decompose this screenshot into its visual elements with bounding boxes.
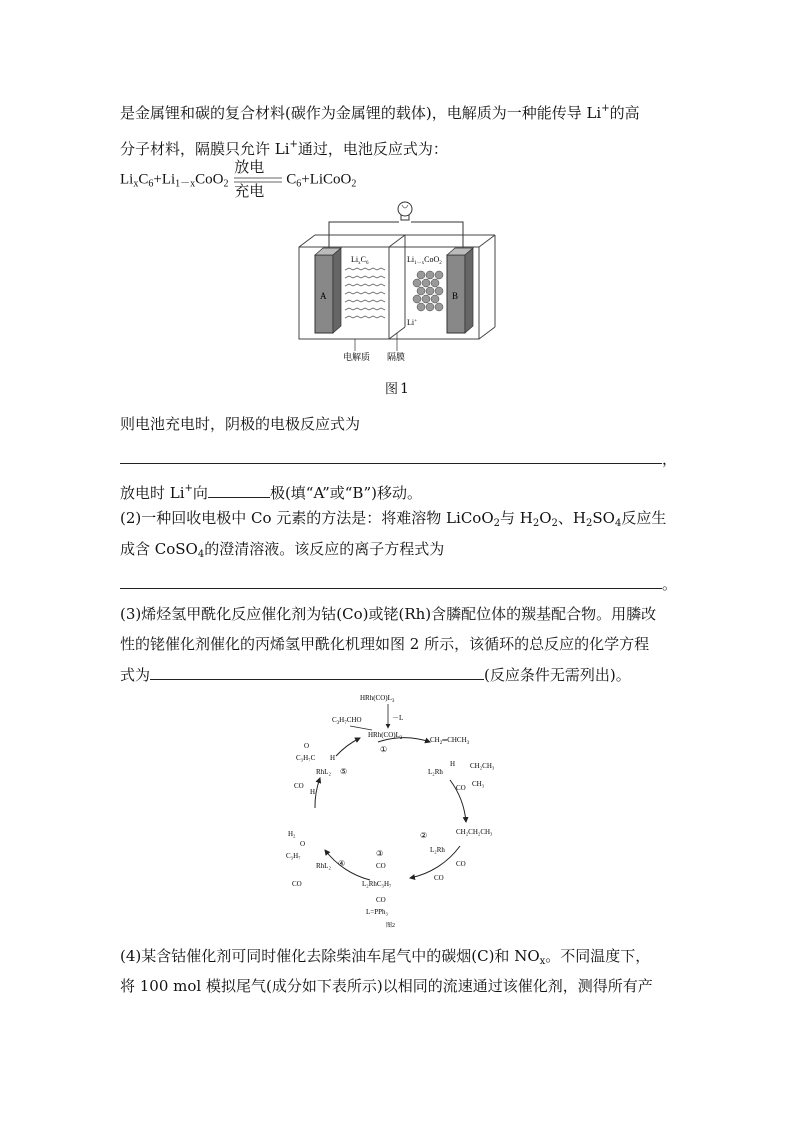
co-input: CO (434, 874, 444, 882)
discharge-text-a: 放电时 Li (120, 484, 185, 502)
q3-line-1 (120, 603, 656, 625)
membrane-label: 隔膜 (387, 352, 406, 362)
eq-li: Li (120, 171, 134, 188)
cathode-reaction-blank[interactable] (120, 447, 662, 464)
q2-sub-b: 2 (493, 518, 500, 529)
electrolyte-label: 电解质 (343, 352, 371, 362)
arrow-label-discharge: 放电 (234, 160, 265, 176)
battery-equation (120, 160, 357, 200)
propene-label: $CH_2═CHCH_3$ (430, 736, 470, 746)
li-ion-sup: + (601, 103, 610, 114)
q2-sub-j: 4 (614, 518, 622, 529)
eq-rhs-sub-2: 2 (351, 178, 357, 190)
intro-line-2 (120, 134, 448, 160)
fig1-ion-label: Li+ (407, 318, 417, 327)
q2-l2-a: 成含 CoSO (120, 540, 198, 558)
li-ion-sup-2: + (289, 139, 298, 150)
intermediate-e-acyl: C₃H₇C (296, 754, 316, 762)
intermediate-b-co: CO (456, 860, 466, 868)
minus-l-label: －L (392, 714, 404, 722)
electrode-blank[interactable] (208, 481, 270, 498)
fig1-caption-number: 1 (400, 381, 409, 397)
product-line (350, 726, 372, 730)
discharge-text-b: 向 (192, 484, 208, 502)
active-catalyst-label: $HRh(CO)L_2$ (368, 731, 403, 741)
intermediate-c-co-bottom: CO (376, 896, 386, 904)
eq-plus-li: +Li (153, 171, 176, 188)
q2-line-1 (120, 507, 666, 535)
intermediate-d-rh: RhL₂ (316, 862, 331, 870)
charge-answer-line (120, 447, 677, 470)
q3-line-2 (120, 633, 649, 655)
q2-text-e: O (539, 509, 552, 527)
q4-text-a: (4)某含钴催化剂可同时催化去除柴油车尾气中的碳烟(C)和 NO (120, 947, 540, 965)
step-4: ④ (338, 859, 346, 868)
wire-right (411, 222, 463, 250)
butanal-label: $C_3H_7CHO$ (332, 716, 362, 726)
intermediate-c-co-top: CO (376, 862, 386, 870)
eq-sub-x: x (133, 178, 139, 190)
intermediate-e-co: CO (294, 782, 304, 790)
q3-text-3b: (反应条件无需列出)。 (484, 666, 631, 684)
intermediate-e-rh: RhL₂ (316, 768, 331, 776)
q2-l2-sub: 4 (197, 549, 205, 560)
q3-text-1: (3)烯烃氢甲酰化反应催化剂为钴(Co)或铑(Rh)含膦配位体的羰基配合物。用膦改 (120, 605, 657, 623)
double-arrow-icon (232, 170, 286, 190)
fig1-caption-text: 图 (385, 382, 399, 397)
q3-line-3 (120, 663, 631, 686)
q4-sub: x (539, 956, 546, 967)
step-3: ③ (376, 849, 384, 858)
intermediate-d-co: CO (292, 880, 302, 888)
intro-text-2: 分子材料，隔膜只允许 Li (120, 140, 290, 158)
step-5: ⑤ (340, 767, 348, 776)
q2-answer-line (120, 572, 677, 595)
period: 。 (662, 575, 678, 593)
ionic-equation-blank[interactable] (120, 572, 662, 589)
intermediate-a-rh: L₂Rh (428, 768, 443, 776)
intermediate-e-h2: H (310, 788, 316, 796)
q3-text-2: 性的铑催化剂催化的丙烯氢甲酰化机理如图 2 所示，该循环的总反应的化学方程 (120, 635, 650, 653)
figure-1-caption (385, 378, 409, 397)
figure-2-caption: 图2 (386, 923, 396, 929)
intro-text-2-end: 通过，电池反应式为： (297, 140, 448, 158)
reversible-arrow (232, 160, 286, 200)
q4-line-1 (120, 945, 650, 973)
eq-rhs-c: C (286, 171, 297, 188)
wire-left (329, 222, 399, 250)
intermediate-c-label: L₂RhC₃H₇ (362, 880, 392, 888)
cycle-arc-left (315, 778, 320, 808)
eq-sub-2: 2 (223, 178, 229, 190)
intro-text-end: 的高 (609, 104, 640, 122)
bulb-icon (398, 202, 412, 220)
intermediate-a-ethyl: CH₂CH₃ (470, 762, 495, 770)
precatalyst-label: $HRh(CO)L_3$ (360, 694, 395, 704)
h2-input: H₂ (288, 830, 296, 838)
arrow-label-charge: 充电 (234, 184, 265, 200)
q2-l2-c: 的澄清溶液。该反应的离子方程式为 (204, 540, 445, 558)
cycle-arc-bottom-left (325, 850, 370, 880)
q2-text-c: 与 H (500, 509, 533, 527)
ligand-definition: L=PPh₃ (366, 908, 388, 916)
cycle-arc-top-left (336, 738, 360, 756)
q2-sub-f: 2 (551, 518, 558, 529)
q4-text-b: 。不同温度下， (545, 947, 651, 965)
intermediate-e-o: O (304, 742, 310, 750)
discharge-sup: + (184, 483, 193, 494)
eq-sub-1-x: 1－x (175, 178, 196, 190)
licoo2-particles (413, 271, 443, 311)
intermediate-a-co: CO (456, 784, 466, 792)
fig1-right-label: $Li_{1-x}CoO_2$ (407, 255, 442, 266)
discharge-text-c: 极(填“A”或“B”)移动。 (269, 484, 422, 502)
q4-line-2 (120, 975, 653, 997)
q2-line-2 (120, 538, 444, 566)
eq-rhs-licoo: +LiCoO (301, 171, 352, 188)
fig1-left-label: $Li_xC_6$ (351, 255, 369, 266)
q4-text-2: 将 100 mol 模拟尾气(成分如下表所示)以相同的流速通过该催化剂，测得所有产 (120, 977, 653, 995)
electrode-b (447, 248, 473, 333)
step-2: ② (420, 831, 428, 840)
q2-text-i: SO (592, 509, 615, 527)
comma: ， (662, 450, 678, 468)
electrode-b-label: B (452, 291, 459, 301)
charge-question-text: 则电池充电时，阴极的电极反应式为 (120, 415, 361, 433)
electrode-a-label: A (320, 291, 327, 301)
intermediate-e-h: H (330, 754, 336, 762)
intermediate-b-propyl: CH₂CH₂CH₃ (456, 828, 493, 836)
intermediate-a-h: H (450, 760, 456, 768)
eq-rhs-sub-6: 6 (296, 178, 302, 190)
graphite-layers (345, 268, 385, 318)
charge-question (120, 413, 360, 435)
q2-text-a: (2)一种回收电极中 Co 元素的方法是：将难溶物 LiCoO (120, 509, 494, 527)
intermediate-b-rh: L₂Rh (430, 846, 445, 854)
eq-coo: CoO (195, 171, 224, 188)
q2-text-k: 反应生 (621, 509, 667, 527)
intro-line-1 (120, 98, 640, 124)
battery-diagram (285, 195, 515, 375)
q3-text-3a: 式为 (120, 666, 151, 684)
q2-sub-h: 2 (586, 518, 593, 529)
electrode-a (315, 248, 341, 333)
q2-text-g: 、H (557, 509, 587, 527)
discharge-question (120, 478, 422, 504)
membrane (389, 235, 405, 339)
intro-text: 是金属锂和碳的复合材料(碳作为金属锂的载体)，电解质为一种能传导 Li (120, 104, 602, 122)
catalytic-cycle-diagram (280, 690, 520, 930)
intermediate-a-methyl: CH₃ (472, 780, 485, 788)
intermediate-d-propyl: C₃H₇ (286, 852, 301, 860)
eq-c: C (138, 171, 149, 188)
step-1: ① (380, 745, 388, 754)
eq-sub-6: 6 (148, 178, 154, 190)
overall-equation-blank[interactable] (150, 663, 484, 680)
intermediate-d-o: O (300, 840, 306, 848)
q2-sub-d: 2 (532, 518, 540, 529)
